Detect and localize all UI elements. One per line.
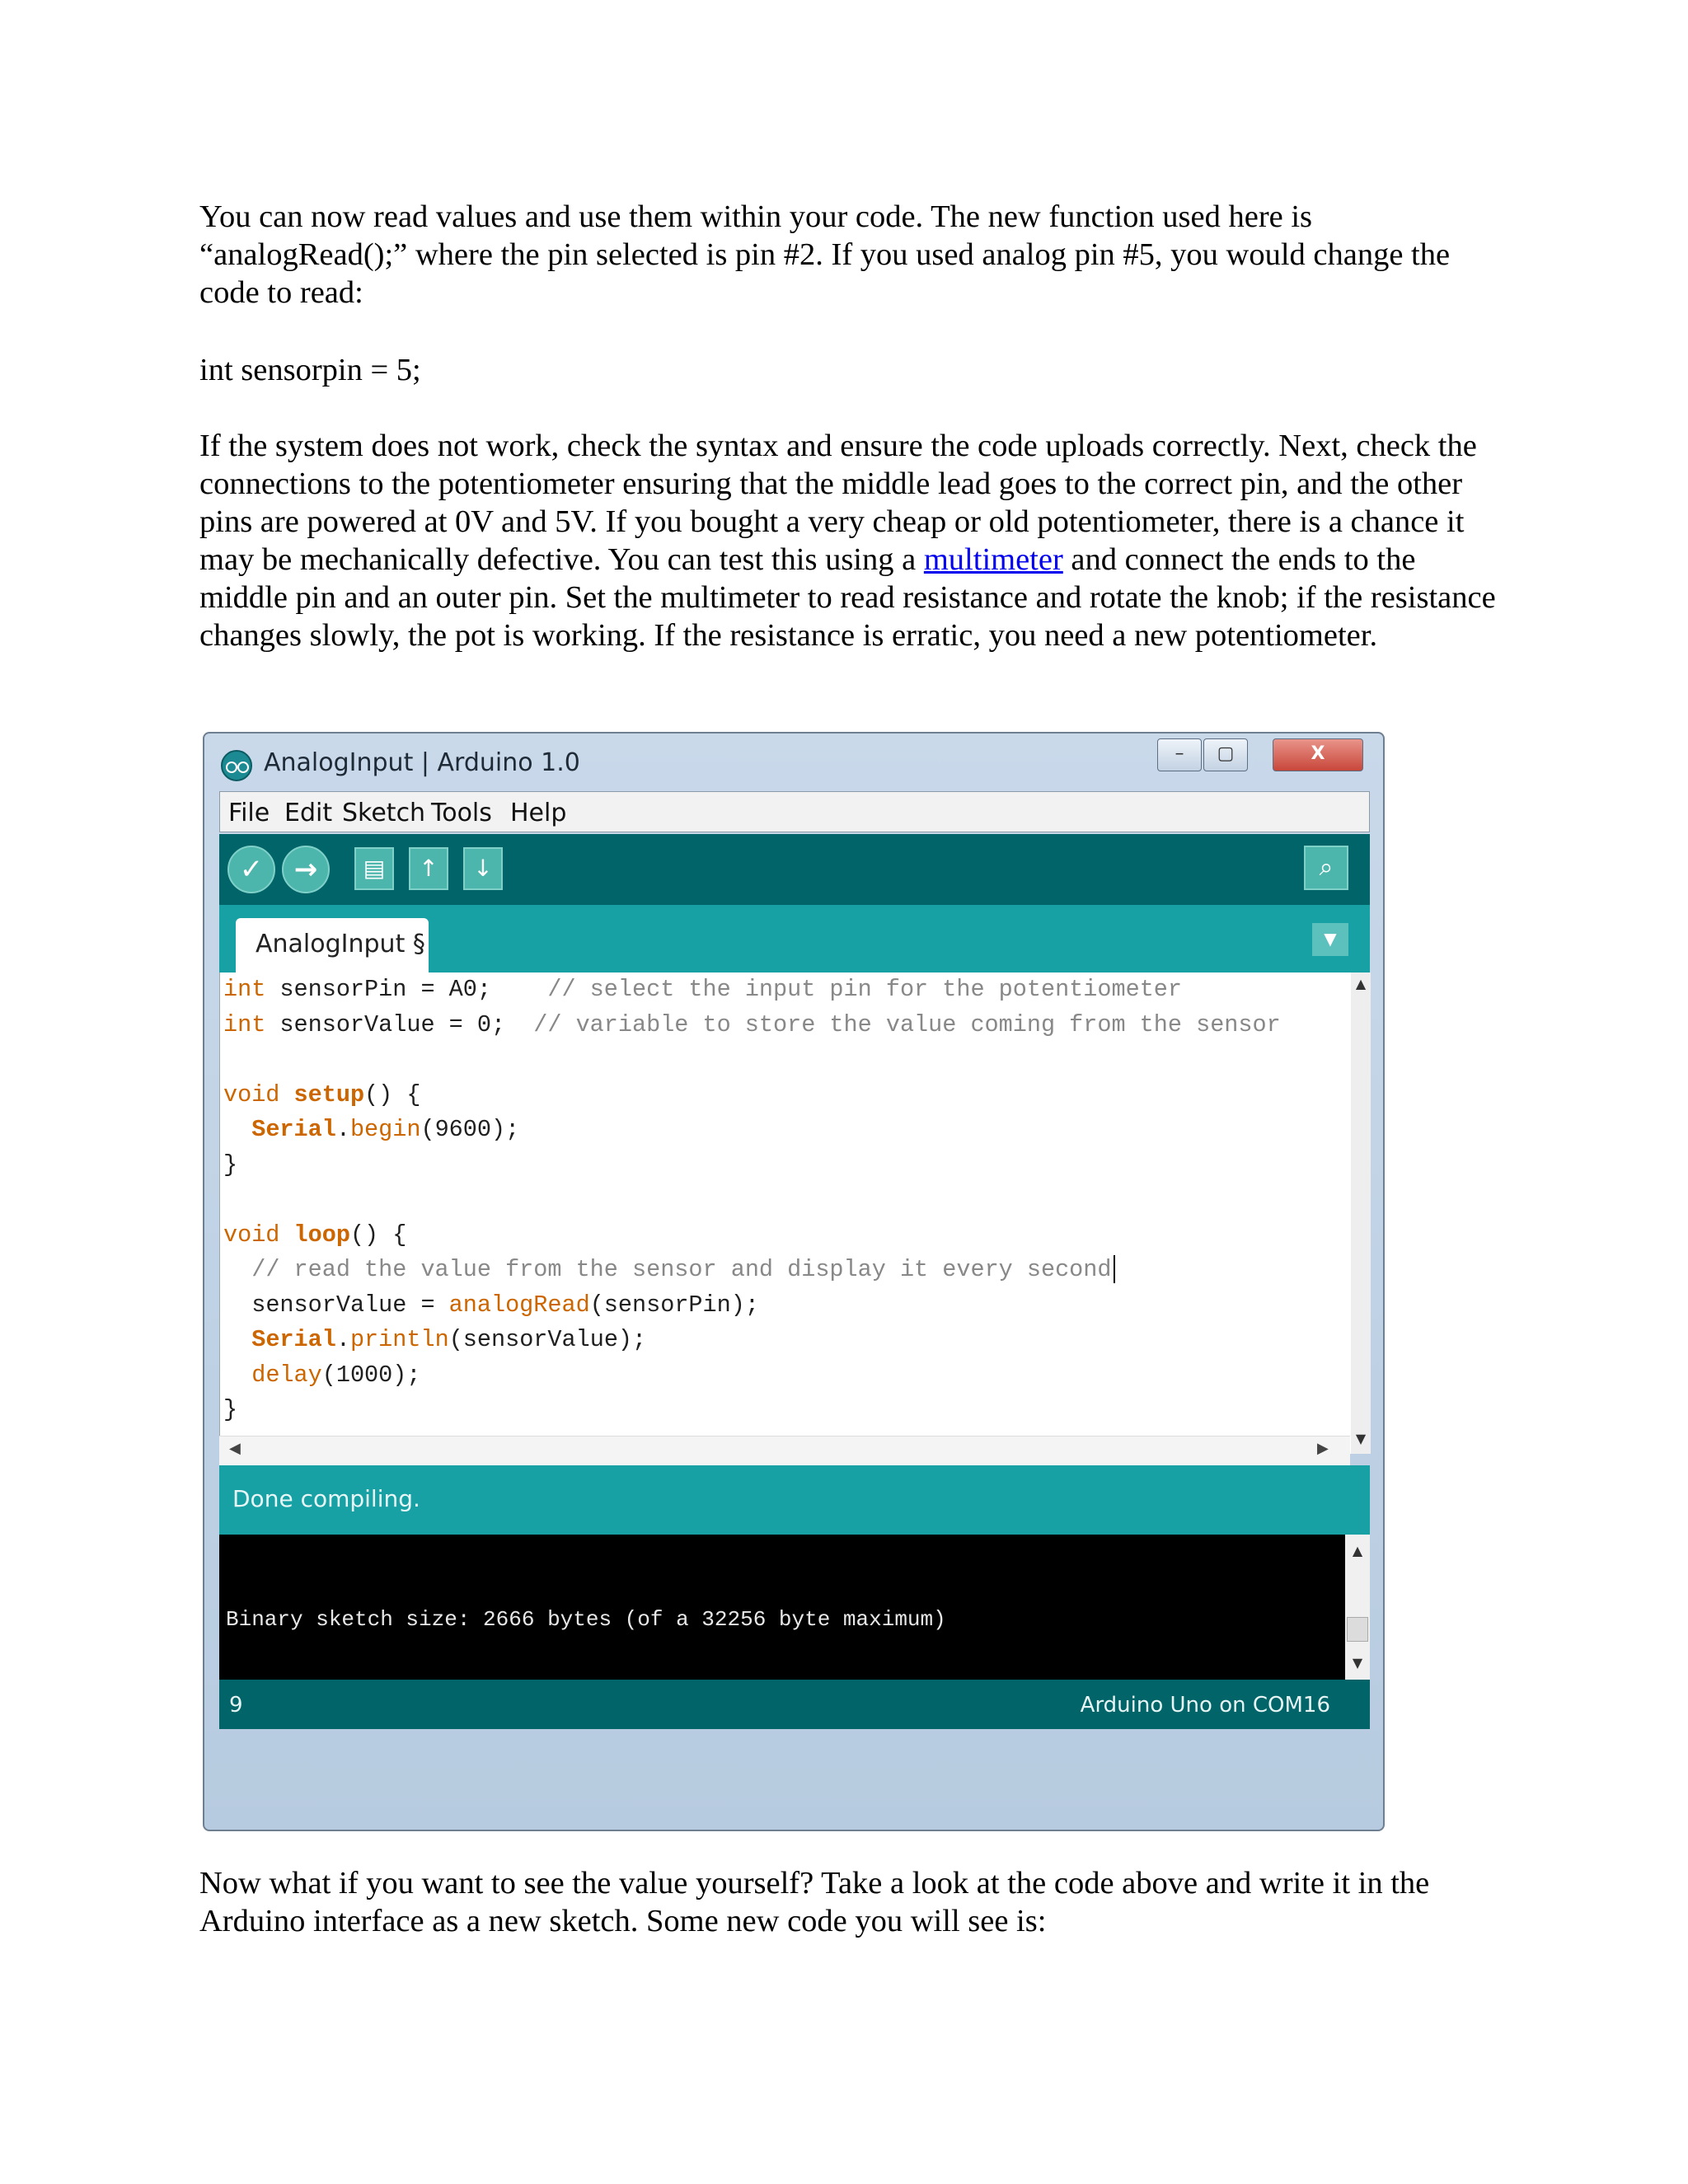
title-bar	[204, 733, 1383, 791]
minimize-button[interactable]: –	[1157, 738, 1202, 771]
method-name: delay	[251, 1361, 322, 1389]
scroll-down-icon[interactable]: ▼	[1355, 1431, 1367, 1446]
code-fragment: .	[335, 1116, 350, 1143]
menu-sketch[interactable]: Sketch	[342, 799, 426, 827]
code-fragment: (sensorPin);	[589, 1291, 759, 1319]
scroll-up-icon[interactable]: ▲	[1352, 1543, 1363, 1558]
menu-edit[interactable]: Edit	[284, 799, 333, 827]
text-cursor	[1114, 1255, 1115, 1283]
toolbar	[219, 834, 1370, 905]
tab-analoginput[interactable]: AnalogInput §	[236, 918, 429, 972]
verify-button[interactable]: ✓	[227, 846, 275, 893]
keyword: int	[223, 1010, 266, 1038]
menu-help[interactable]: Help	[510, 799, 567, 827]
function-name: setup	[293, 1080, 365, 1108]
line-number: 9	[229, 1693, 243, 1718]
console-output	[219, 1535, 1370, 1680]
code-fragment: (1000);	[321, 1361, 421, 1389]
code-fragment: (9600);	[420, 1116, 520, 1143]
method-name: println	[349, 1326, 449, 1353]
maximize-button[interactable]: ▢	[1203, 738, 1248, 771]
status-message: Done compiling.	[232, 1485, 420, 1512]
open-button[interactable]: ↑	[409, 847, 448, 890]
status-bar	[219, 1465, 1370, 1535]
menu-bar	[219, 791, 1370, 832]
object-name: Serial	[251, 1116, 336, 1143]
console-message: Binary sketch size: 2666 bytes (of a 32256 byte maximum)	[226, 1607, 946, 1632]
paragraph-text: and connect the ends to the middle pin and an outer pin. Set the multimeter to read resistance and rotate the knob; if the resistance changes slowly, the pot is working. If the resistance is erratic, you need a new potentiometer.	[199, 542, 1496, 653]
arduino-logo-icon	[221, 750, 252, 781]
paragraph-intro: You can now read values and use them within your code. The new function used here is “analogRead();” where the pin selected is pin #2. If you used analog pin #5, you would change the code to read:	[199, 199, 1451, 310]
code-fragment: sensorPin = A0;	[265, 976, 548, 1003]
close-button[interactable]: X	[1273, 738, 1363, 771]
keyword: void	[223, 1080, 280, 1108]
function-name: loop	[293, 1221, 350, 1249]
code-fragment: () {	[364, 1080, 421, 1108]
paragraph-troubleshooting	[199, 427, 1502, 654]
method-name: analogRead	[448, 1291, 590, 1319]
arduino-window	[203, 732, 1385, 1831]
code-comment: // select the input pin for the potentiometer	[547, 976, 1183, 1003]
method-name: begin	[349, 1116, 421, 1143]
board-port-info: Arduino Uno on COM16	[1080, 1693, 1330, 1718]
scroll-down-icon[interactable]: ▼	[1352, 1655, 1363, 1671]
window-title: AnalogInput | Arduino 1.0	[264, 748, 580, 777]
scroll-thumb[interactable]	[1347, 1617, 1368, 1642]
new-sketch-button[interactable]: ▤	[354, 847, 394, 890]
scroll-up-icon[interactable]: ▲	[1355, 976, 1367, 991]
paragraph-text: If the system does not work, check the syntax and ensure the code uploads correctly. Next, check the connections to the potentiometer ensuring that the middle lead goes to the correct pin, and the other pins are powered at 0V and 5V. If you bought a very cheap or old potentiometer, there is a chance it may be mechanically defective. You can test this using a	[199, 429, 1477, 577]
tab-bar	[219, 905, 1370, 972]
code-editor[interactable]	[219, 972, 1370, 1454]
serial-monitor-button[interactable]: ⌕	[1304, 846, 1348, 890]
save-button[interactable]: ↓	[463, 847, 503, 890]
console-scrollbar[interactable]	[1345, 1535, 1370, 1680]
footer-bar	[219, 1680, 1370, 1729]
menu-tools[interactable]: Tools	[431, 799, 492, 827]
code-fragment: }	[223, 1396, 238, 1423]
multimeter-link[interactable]: multimeter	[923, 542, 1063, 577]
vertical-scrollbar[interactable]	[1351, 972, 1371, 1454]
object-name: Serial	[251, 1326, 336, 1353]
paragraph-next-step: Now what if you want to see the value yourself? Take a look at the code above and write it in the Arduino interface as a new sketch. Some new code you will see is:	[199, 1866, 1430, 1938]
code-text	[223, 972, 1281, 1428]
keyword: void	[223, 1221, 280, 1249]
horizontal-scrollbar[interactable]	[219, 1436, 1350, 1465]
code-fragment: (sensorValue);	[448, 1326, 647, 1353]
code-fragment: sensorValue =	[251, 1291, 449, 1319]
code-fragment: .	[335, 1326, 350, 1353]
menu-file[interactable]: File	[228, 799, 270, 827]
tab-menu-button[interactable]: ▼	[1312, 923, 1348, 956]
keyword: int	[223, 976, 266, 1003]
scroll-right-icon[interactable]: ▶	[1317, 1440, 1329, 1457]
scroll-left-icon[interactable]: ◀	[229, 1440, 241, 1457]
code-fragment: }	[223, 1151, 238, 1179]
upload-button[interactable]: →	[282, 846, 330, 893]
code-comment: // variable to store the value coming from the sensor	[533, 1010, 1281, 1038]
code-fragment: sensorValue = 0;	[265, 1010, 534, 1038]
code-comment: // read the value from the sensor and display it every second	[251, 1256, 1112, 1283]
code-example-line: int sensorpin = 5;	[199, 353, 421, 387]
code-fragment: () {	[349, 1221, 407, 1249]
